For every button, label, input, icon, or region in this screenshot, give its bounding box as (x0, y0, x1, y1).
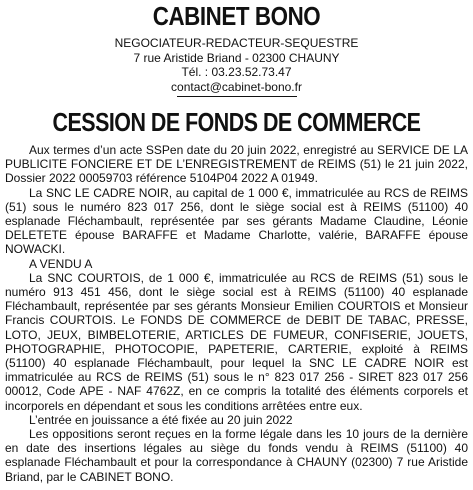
paragraph-oppositions: Les oppositions seront reçues en la forme légale dans les 10 jours de la dernière en date des insertions légales au siège du fonds vendu à REIMS (51100) 40 esplanade Fléchambault et pour la correspondance à CHAUNY (02300) 7 rue Aristide Briand, par le CABINET BONO. (5, 427, 468, 484)
notice-title: CESSION DE FONDS DE COMMERCE (52, 109, 421, 137)
header-divider (177, 96, 297, 97)
firm-phone: Tél. : 03.23.52.73.47 (181, 65, 292, 79)
legal-notice (0, 2, 473, 490)
paragraph-seller: La SNC LE CADRE NOIR, au capital de 1 000 €, immatriculée au RCS de REIMS (51) sous le numéro 823 017 256, dont le siège social est à REIMS (51100) 40 esplanade Fléchambault, représentée par ses gérants Madame Claudine, Léonie DELETETE épouse BARAFFE et Madame Charlotte, valérie, BARAFFE épouse NOWACKI. (5, 185, 468, 257)
paragraph-buyer: La SNC COURTOIS, de 1 000 €, immatriculée au RCS de REIMS (51) sous le numéro 913 451 456, dont le siège social est à REIMS (51100) 40 esplanade Fléchambault, représentée par ses gérants Monsieur Emilien COURTOIS et Monsieur Francis COURTOIS. Le FONDS DE COMMERCE de DEBIT DE TABAC, PRESSE, LOTO, JEUX, BIMBELOTERIE, ARTICLES DE FUMEUR, CONFISERIE, JOUETS, PHOTOGRAPHIE, PHOTOCOPIE, PAPETERIE, CARTERIE, exploité à REIMS (51100) 40 esplanade Fléchambault, pour lequel la SNC LE CADRE NOIR est immatriculée au RCS de REIMS (51) sous le n° 823 017 256 - SIRET 823 017 256 00012, Code APE - NAF 4762Z, en ce compris la totalité des éléments corporels et incorporels en dépendant et sous les conditions arrêtées entre eux. (5, 270, 468, 413)
firm-address: 7 rue Aristide Briand - 02300 CHAUNY (133, 50, 340, 65)
firm-email: contact@cabinet-bono.fr (171, 79, 302, 94)
letterhead (5, 2, 468, 97)
paragraph-deed: Aux termes d’un acte SSPen date du 20 juin 2022, enregistré au SERVICE DE LA PUBLICITE FONCIERE ET DE L’ENREGISTREMENT de REIMS (51) le 21 juin 2022, Dossier 2022 00059703 référence 5104P04 2022 A 01949. (5, 143, 468, 186)
paragraph-sold-to: A VENDU A (29, 256, 93, 271)
paragraph-possession: L’entrée en jouissance a été fixée au 20 juin 2022 (29, 412, 293, 427)
firm-name: CABINET BONO (152, 1, 321, 31)
firm-role: NEGOCIATEUR-REDACTEUR-SEQUESTRE (114, 36, 359, 50)
notice-body (5, 143, 468, 484)
